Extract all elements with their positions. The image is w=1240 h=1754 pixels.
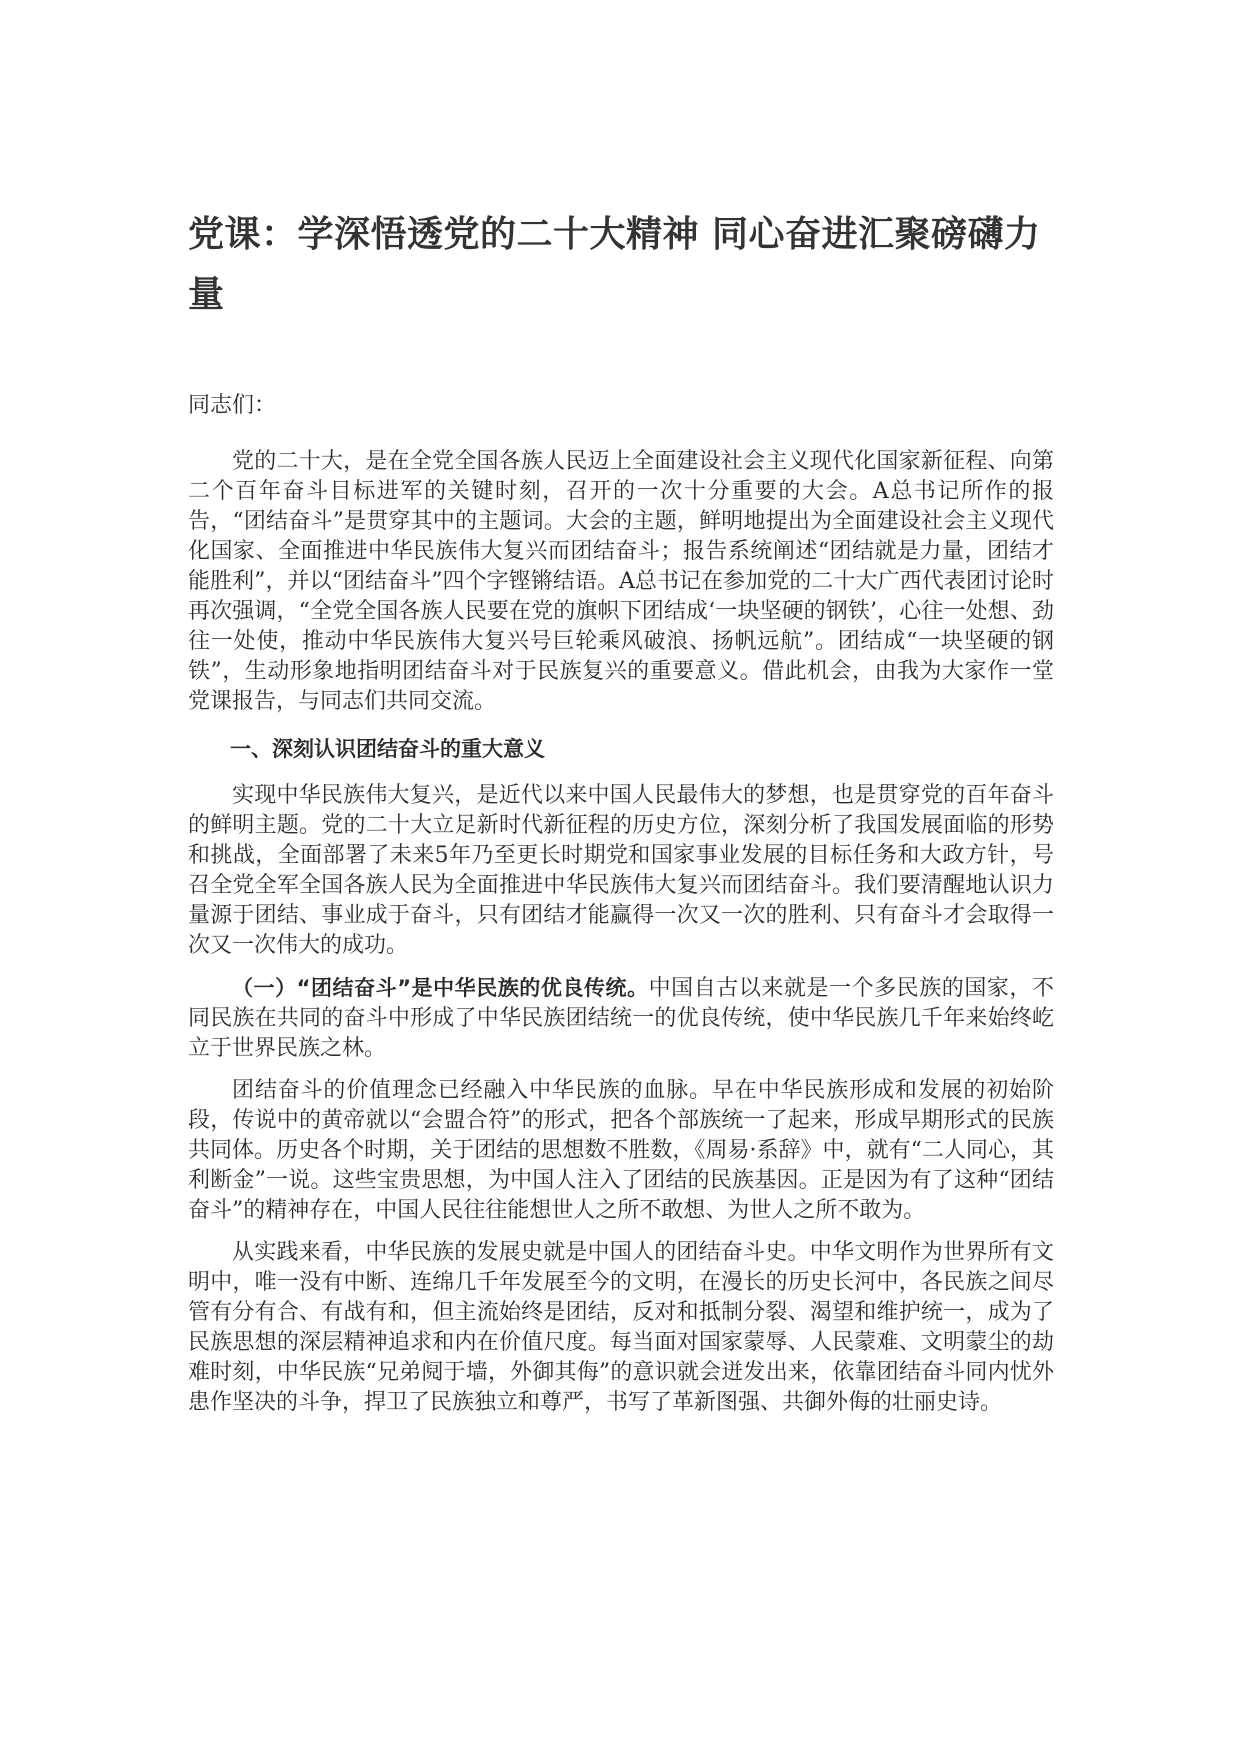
- intro-paragraph: 党的二十大，是在全党全国各族人民迈上全面建设社会主义现代化国家新征程、向第二个百年奋斗目标进军的关键时刻，召开的一次十分重要的大会。A总书记所作的报告，“团结奋斗”是贯穿其中的主题词。大会的主题，鲜明地提出为全面建设社会主义现代化国家、全面推进中华民族伟大复兴而团结奋斗；报告系统阐述“团结就是力量，团结才能胜利”，并以“团结奋斗”四个字铿锵结语。A总书记在参加党的二十大广西代表团讨论时再次强调，“全党全国各族人民要在党的旗帜下团结成‘一块坚硬的钢铁’，心往一处想、劲往一处使，推动中华民族伟大复兴号巨轮乘风破浪、扬帆远航”。团结成“一块坚硬的钢铁”，生动形象地指明团结奋斗对于民族复兴的重要意义。借此机会，由我为大家作一堂党课报告，与同志们共同交流。: [188, 449, 1054, 714]
- document-title: 党课：学深悟透党的二十大精神 同心奋进汇聚磅礴力量: [188, 214, 1041, 315]
- document-page: [188, 205, 1054, 1430]
- practice-paragraph: 从实践来看，中华民族的发展史就是中国人的团结奋斗史。中华文明作为世界所有文明中，唯一没有中断、连绵几千年发展至今的文明，在漫长的历史长河中，各民族之间尽管有分有合、有战有和，但主流始终是团结，反对和抵制分裂、渴望和维护统一，成为了民族思想的深层精神追求和内在价值尺度。每当面对国家蒙辱、人民蒙难、文明蒙尘的劫难时刻，中华民族“兄弟阋于墙，外御其侮”的意识就会迸发出来，依靠团结奋斗同内忧外患作坚决的斗争，捍卫了民族独立和尊严，书写了革新图强、共御外侮的壮丽史诗。: [188, 1240, 1054, 1415]
- values-paragraph: 团结奋斗的价值理念已经融入中华民族的血脉。早在中华民族形成和发展的初始阶段，传说中的黄帝就以“会盟合符”的形式，把各个部族统一了起来，形成早期形式的民族共同体。历史各个时期，关于团结的思想数不胜数，《周易·系辞》中，就有“二人同心，其利断金”一说。这些宝贵思想，为中国人注入了团结的民族基因。正是因为有了这种“团结奋斗”的精神存在，中国人民往往能想世人之所不敢想、为世人之所不敢为。: [188, 1078, 1054, 1223]
- point1-lead-heading: （一）“团结奋斗”是中华民族的优良传统。: [232, 976, 649, 1000]
- section1-intro-paragraph: 实现中华民族伟大复兴，是近代以来中国人民最伟大的梦想，也是贯穿党的百年奋斗的鲜明主题。党的二十大立足新时代新征程的历史方位，深刻分析了我国发展面临的形势和挑战，全面部署了未来5年乃至更长时期党和国家事业发展的目标任务和大政方针，号召全党全军全国各族人民为全面推进中华民族伟大复兴而团结奋斗。我们要清醒地认识力量源于团结、事业成于奋斗，只有团结才能赢得一次又一次的胜利、只有奋斗才会取得一次又一次伟大的成功。: [188, 783, 1054, 958]
- section-heading-1: 一、深刻认识团结奋斗的重大意义: [230, 737, 545, 761]
- point1-paragraph: [188, 973, 1054, 1064]
- salutation: 同志们：: [188, 393, 277, 418]
- point1-text: 中国自古以来就是一个多民族的国家，不同民族在共同的奋斗中形成了中华民族团结统一的优良传统，使中华民族几千年来始终屹立于世界民族之林。: [188, 976, 1054, 1061]
